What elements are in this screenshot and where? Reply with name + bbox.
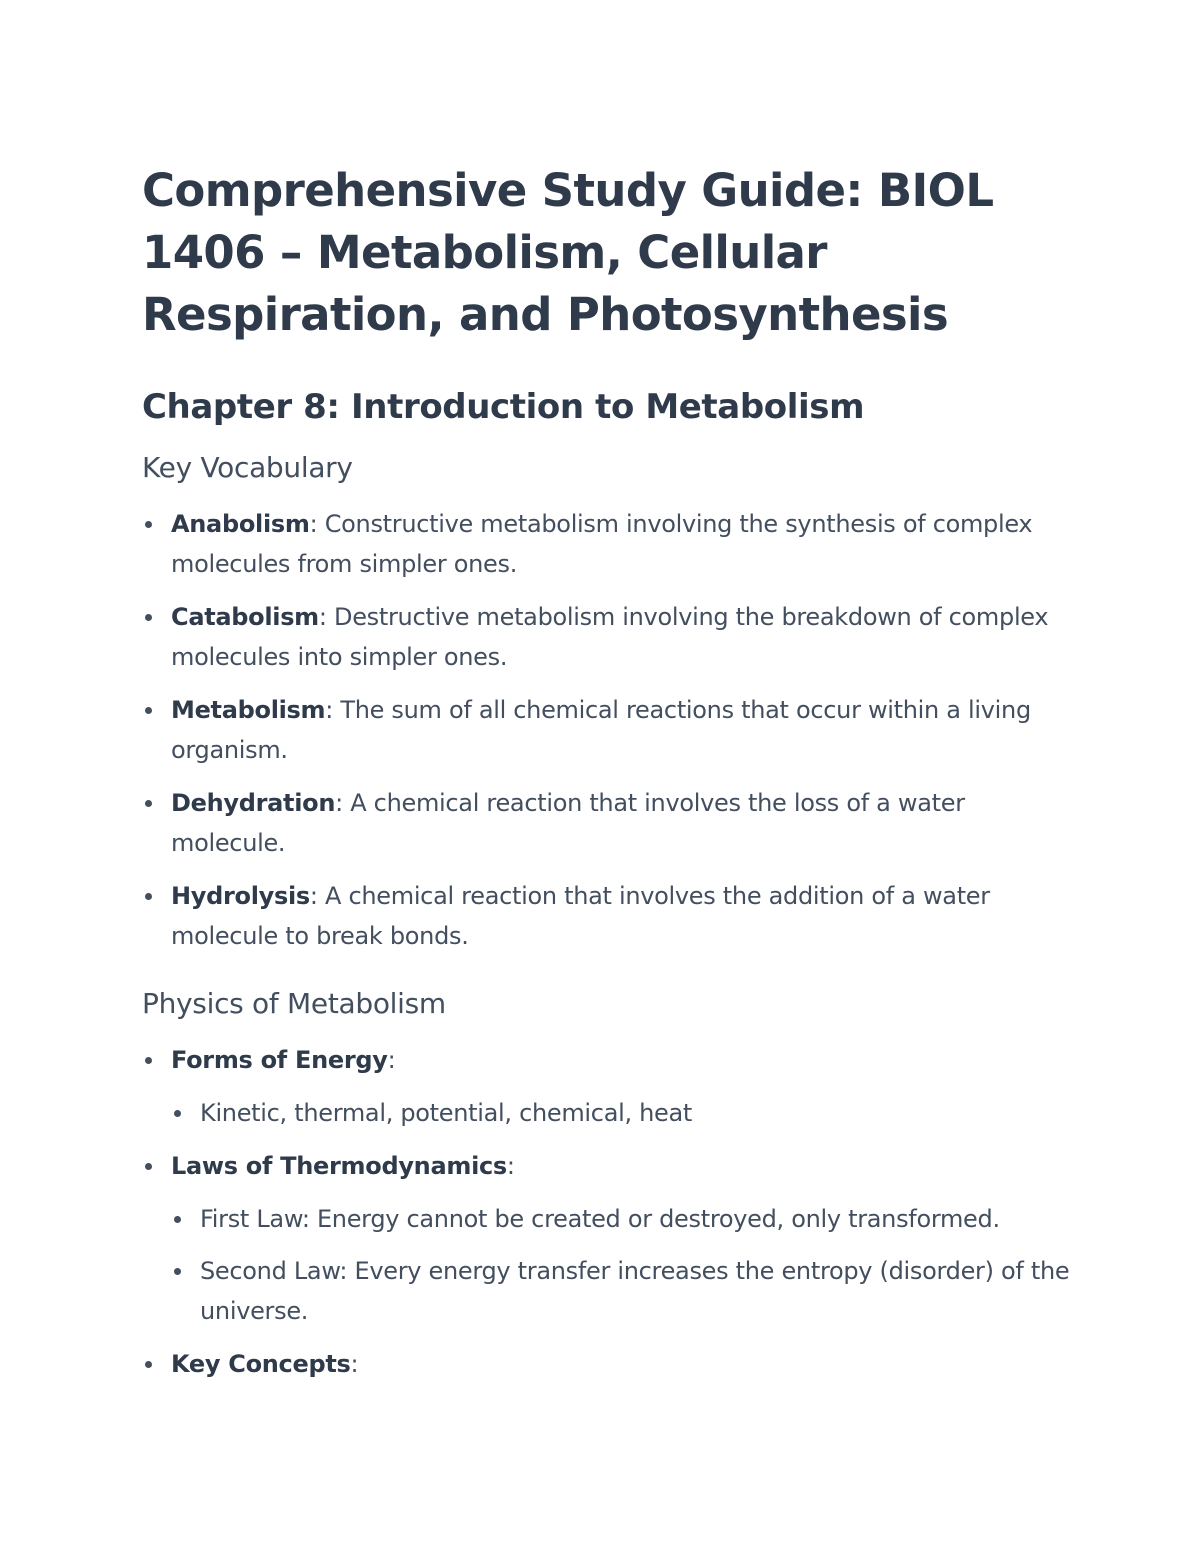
vocab-definition: : Destructive metabolism involving the breakdown of complex molecules into simpler ones. (171, 603, 1049, 671)
vocab-definition: : The sum of all chemical reactions that occur within a living organism. (171, 696, 1031, 764)
sub-list-item (171, 1251, 1072, 1331)
bullet-icon (145, 800, 152, 807)
group-suffix: : (350, 1350, 359, 1378)
sub-item-text: Second Law: Every energy transfer increases the entropy (disorder) of the universe. (200, 1257, 1070, 1325)
sub-list (171, 1199, 1072, 1331)
bullet-icon (145, 893, 152, 900)
sub-list-item (171, 1199, 1072, 1239)
list-item (142, 783, 1072, 863)
vocab-term: Catabolism (171, 603, 319, 631)
section-heading-key-vocabulary: Key Vocabulary (142, 451, 353, 484)
group-suffix: : (387, 1046, 396, 1074)
document-page (142, 160, 1072, 1384)
vocab-term: Dehydration (171, 789, 336, 817)
list-item (142, 1146, 1072, 1331)
list-item (142, 1344, 1072, 1384)
vocab-definition: : A chemical reaction that involves the addition of a water molecule to break bonds. (171, 882, 990, 950)
physics-list (142, 1040, 1072, 1384)
bullet-icon (174, 1268, 181, 1275)
group-suffix: : (506, 1152, 515, 1180)
bullet-icon (174, 1110, 181, 1117)
bullet-icon (145, 1361, 152, 1368)
list-item (142, 876, 1072, 956)
vocab-definition: : Constructive metabolism involving the synthesis of complex molecules from simpler ones. (171, 510, 1033, 578)
vocab-term: Anabolism (171, 510, 310, 538)
bullet-icon (145, 1163, 152, 1170)
vocab-term: Hydrolysis (171, 882, 310, 910)
sub-list (171, 1093, 1072, 1133)
bullet-icon (145, 521, 152, 528)
bullet-icon (174, 1216, 181, 1223)
list-item (142, 504, 1072, 584)
bullet-icon (145, 707, 152, 714)
bullet-icon (145, 1057, 152, 1064)
list-item (142, 1040, 1072, 1133)
group-term: Laws of Thermodynamics (171, 1152, 507, 1180)
list-item (142, 597, 1072, 677)
sub-item-text: First Law: Energy cannot be created or destroyed, only transformed. (200, 1205, 1000, 1233)
group-term: Forms of Energy (171, 1046, 388, 1074)
list-item (142, 690, 1072, 770)
vocab-term: Metabolism (171, 696, 326, 724)
chapter-heading: Chapter 8: Introduction to Metabolism (142, 387, 865, 427)
sub-list-item (171, 1093, 1072, 1133)
group-term: Key Concepts (171, 1350, 351, 1378)
bullet-icon (145, 614, 152, 621)
sub-item-text: Kinetic, thermal, potential, chemical, heat (200, 1099, 693, 1127)
document-title: Comprehensive Study Guide: BIOL 1406 – Metabolism, Cellular Respiration, and Photosynthesis (142, 164, 994, 341)
vocab-definition: : A chemical reaction that involves the loss of a water molecule. (171, 789, 965, 857)
section-heading-physics-of-metabolism: Physics of Metabolism (142, 987, 446, 1020)
vocabulary-list (142, 504, 1072, 956)
